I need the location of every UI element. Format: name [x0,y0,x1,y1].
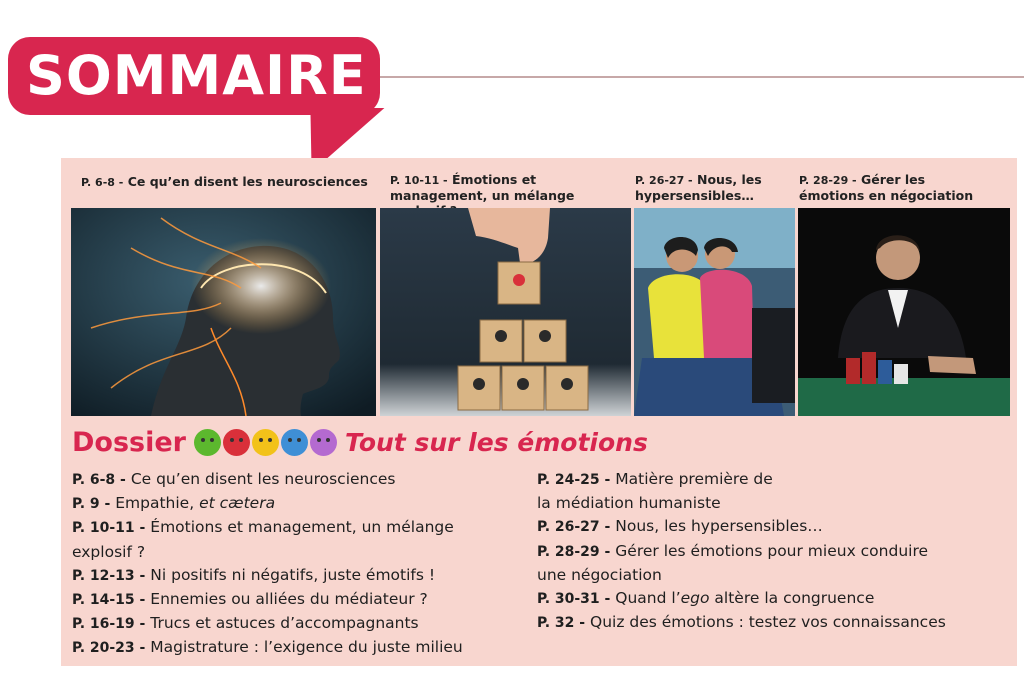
toc-text: Matière première de [615,470,773,488]
toc-text: altère la congruence [709,589,875,608]
feature-page-2: P. 10-11 - [390,174,448,187]
toc-text: la médiation humaniste [537,494,721,513]
toc-text: Ni positifs ni négatifs, juste émotifs ! [150,565,436,584]
feature-caption-1[interactable] [81,174,371,190]
toc-text: Nous, les hypersensibles… [615,517,823,536]
smiling-smiley-icon [252,429,279,456]
toc-page: P. 14-15 - [72,592,146,609]
sommaire-badge [8,37,380,115]
toc-text: Trucs et astuces d’accompagnants [150,614,419,633]
feature-title-2: Émotions et management, un mélange [390,172,575,203]
toc-page: P. 20-23 - [72,640,146,657]
toc-item[interactable] [72,588,522,612]
feature-caption-4[interactable] [799,172,979,203]
toc-item[interactable] [72,612,522,636]
toc-page: P. 6-8 - [72,472,126,488]
feature-title-3: Nous, les hypersensibles… [635,172,762,203]
happy-smiley-icon [194,429,221,456]
emotion-smileys [194,429,337,456]
toc-text: Émotions et management, un mélange [150,518,454,537]
toc-item-continued[interactable] [537,564,1007,587]
toc-text: Ennemies ou alliées du médiateur ? [150,590,428,609]
toc-page: P. 32 - [537,615,586,632]
dossier-heading [72,424,648,460]
toc-item[interactable] [72,516,522,540]
feature-title-4: Gérer les émotions en négociation [799,172,974,203]
toc-text: Magistrature : l’exigence du juste milieu [150,638,463,657]
couple-watching-tv-photo[interactable] [634,208,795,416]
toc-page: P. 16-19 - [72,616,146,633]
feature-page-1: P. 6-8 - [81,176,124,189]
toc-item[interactable] [537,515,1007,539]
toc-item[interactable] [537,611,1007,635]
toc-item[interactable] [537,540,1007,564]
toc-item[interactable] [72,636,522,660]
toc-item-continued[interactable] [72,541,522,564]
toc-page: P. 28-29 - [537,543,611,560]
feature-page-4: P. 28-29 - [799,174,857,187]
brain-silhouette-photo[interactable] [71,208,376,416]
toc-page: P. 26-27 - [537,519,611,536]
toc-item[interactable] [72,492,522,516]
toc-text: explosif ? [72,542,146,561]
content-smiley-icon [310,429,337,456]
toc-right-column [537,468,1007,635]
toc-page: P. 24-25 - [537,472,611,488]
dossier-label: Dossier [72,426,186,458]
toc-item[interactable] [72,468,522,492]
toc-text: Empathie, [115,494,195,513]
toc-text: Quiz des émotions : testez vos connaissances [590,613,946,632]
toc-page: P. 10-11 - [72,520,146,537]
toc-page: P. 12-13 - [72,567,146,584]
toc-page: P. 9 - [72,496,111,513]
toc-item[interactable] [537,468,1007,492]
toc-text-italic: ego [680,589,710,608]
toc-text: Gérer les émotions pour mieux conduire [615,541,929,560]
toc-text: Ce qu’en disent les neurosciences [130,470,396,488]
toc-text: une négociation [537,565,662,584]
header-rule [360,76,1024,78]
toc-item[interactable] [72,564,522,588]
emotion-cubes-photo[interactable] [380,208,631,416]
toc-page: P. 30-31 - [537,591,611,608]
toc-left-column [72,468,522,661]
dossier-subtitle: Tout sur les émotions [345,427,648,457]
feature-caption-3[interactable] [635,172,785,203]
sad-smiley-icon [281,429,308,456]
page-title: SOMMAIRE [26,44,367,107]
poker-player-photo[interactable] [798,208,1010,416]
toc-item-continued[interactable] [537,492,1007,515]
toc-text-italic: et cætera [199,494,276,513]
feature-title-1: Ce qu’en disent les neurosciences [127,174,368,189]
toc-text: Quand l’ [615,589,681,608]
feature-page-3: P. 26-27 - [635,174,693,187]
angry-smiley-icon [223,429,250,456]
toc-item[interactable] [537,587,1007,611]
